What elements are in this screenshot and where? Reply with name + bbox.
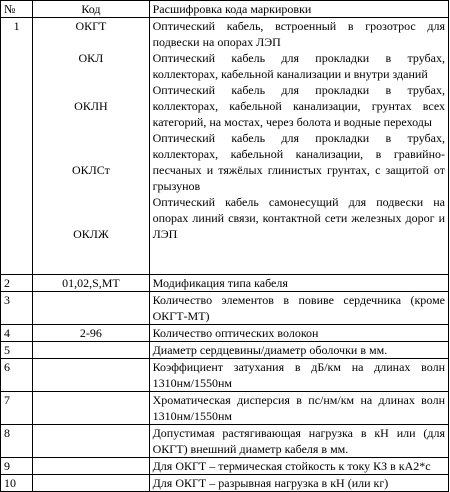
row-number: 8 [1, 425, 33, 458]
row-code: 2-96 [33, 325, 149, 342]
table-header-row [1, 1, 449, 18]
description-text: Оптический кабель для прокладки в трубах, коллекторах, кабельной канализации, в гравийно-песчаных и тяжёлых глинистых грунтах, с защитой от грызунов [152, 131, 445, 193]
code-value: ОКЛ [78, 51, 104, 65]
table-row [1, 275, 449, 292]
table-row [1, 342, 449, 359]
row-code [33, 292, 149, 325]
table-row [1, 359, 449, 392]
row-code-cell [33, 18, 149, 275]
header-number: № [1, 1, 33, 18]
row-code [33, 342, 149, 359]
row-number: 4 [1, 325, 33, 342]
row-description: Хроматическая дисперсия в пс/нм/км на длинах волн 1310нм/1550нм [149, 392, 448, 425]
description-text: Оптический кабель для прокладки в трубах, коллекторах, кабельной канализации, грунтах всех категорий, на мостах, через болота и водные переходы [152, 83, 445, 129]
row-number: 3 [1, 292, 33, 325]
row-number: 1 [1, 18, 33, 275]
row-description: Модификация типа кабеля [149, 275, 448, 292]
row-number: 5 [1, 342, 33, 359]
table-row [1, 458, 449, 475]
row-number: 9 [1, 458, 33, 475]
row-description: Допустимая растягивающая нагрузка в кН или (для ОКГТ) внешний диаметр кабеля в мм. [149, 425, 448, 458]
row-number: 7 [1, 392, 33, 425]
code-value: ОКГТ [75, 19, 107, 33]
table-row [1, 475, 449, 492]
header-code: Код [33, 1, 149, 18]
row-code: 01,02,S,MT [33, 275, 149, 292]
row-number: 2 [1, 275, 33, 292]
row-code [33, 359, 149, 392]
description-text: Оптический кабель для прокладки в трубах, коллекторах, кабельной канализации и внутри зданий [152, 51, 445, 81]
code-value: ОКЛЖ [73, 227, 109, 241]
table-row [1, 325, 449, 342]
row-code [33, 425, 149, 458]
table-row [1, 392, 449, 425]
row-number: 6 [1, 359, 33, 392]
header-description: Расшифровка кода маркировки [149, 1, 448, 18]
row-code [33, 392, 149, 425]
row-description: Диаметр сердцевины/диаметр оболочки в мм. [149, 342, 448, 359]
row-code [33, 475, 149, 492]
row-description-cell [149, 18, 448, 275]
row-description: Количество элементов в повиве сердечника (кроме ОКГТ-МТ) [149, 292, 448, 325]
table-row [1, 425, 449, 458]
code-value: ОКЛН [74, 99, 108, 113]
description-text: Оптический кабель самонесущий для подвески на опорах линий связи, контактной сети железных дорог и ЛЭП [152, 195, 445, 241]
code-value: ОКЛСт [71, 163, 110, 177]
table-row [1, 292, 449, 325]
table-row [1, 18, 449, 275]
row-code [33, 458, 149, 475]
row-description: Для ОКГТ – разрывная нагрузка в кН (или кг) [149, 475, 448, 492]
row-description: Для ОКГТ – термическая стойкость к току КЗ в кА2*с [149, 458, 448, 475]
description-text: Оптический кабель, встроенный в грозотрос для подвески на опорах ЛЭП [152, 19, 445, 49]
row-number: 10 [1, 475, 33, 492]
row-description: Количество оптических волокон [149, 325, 448, 342]
row-description: Коэффициент затухания в дБ/км на длинах волн 1310нм/1550нм [149, 359, 448, 392]
